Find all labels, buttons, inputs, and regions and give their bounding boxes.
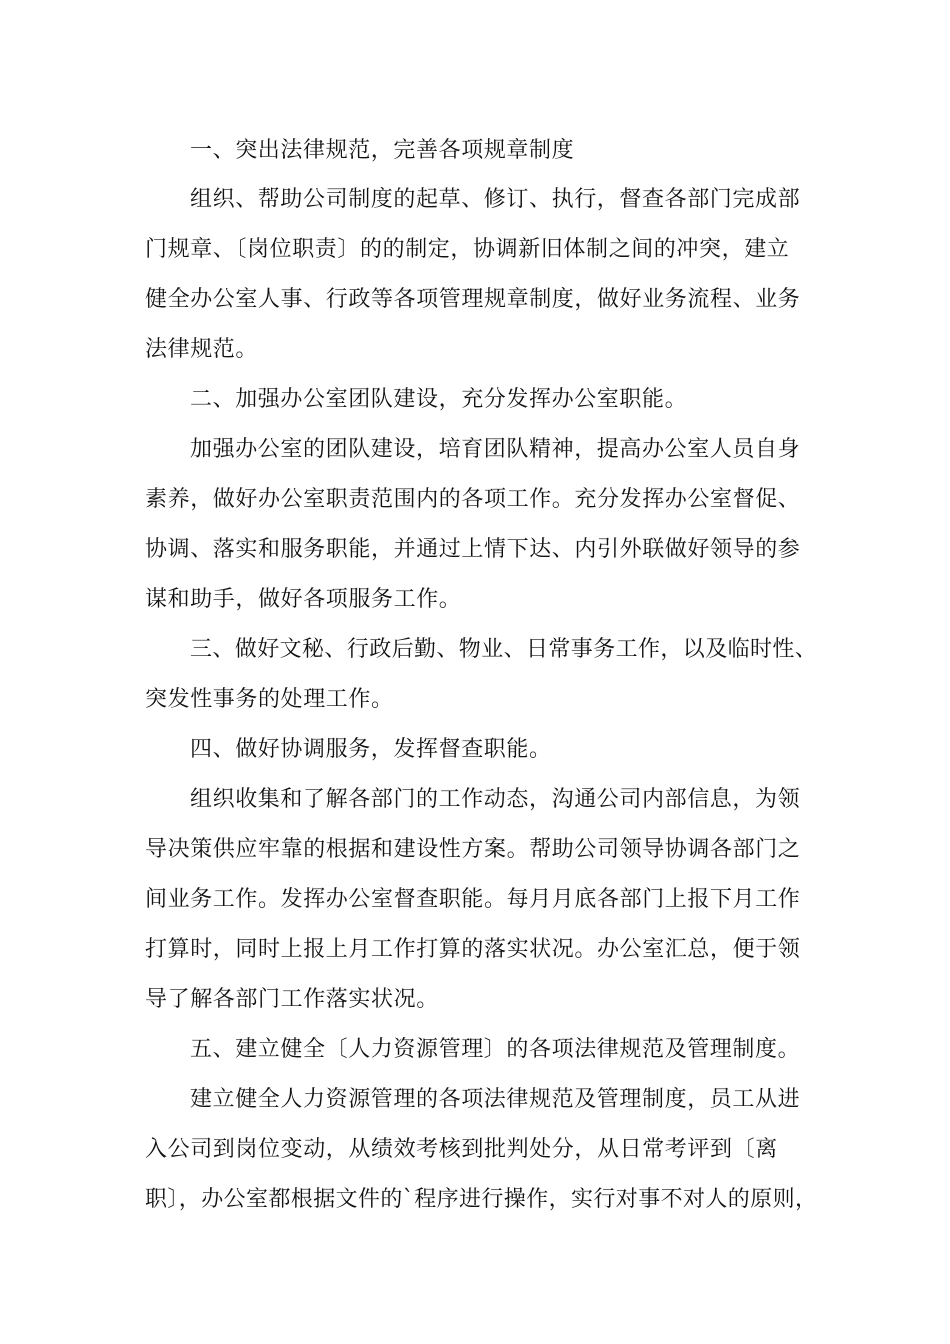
paragraph-line: 打算时，同时上报上月工作打算的落实状况。办公室汇总，便于领 bbox=[145, 937, 801, 962]
paragraph-line: 入公司到岗位变动，从绩效考核到批判处分，从日常考评到〔离 bbox=[145, 1137, 778, 1162]
paragraph-line: 间业务工作。发挥办公室督查职能。每月月底各部门上报下月工作 bbox=[145, 887, 801, 912]
paragraph-line: 导了解各部门工作落实状况。 bbox=[145, 987, 439, 1012]
paragraph-line: 素养，做好办公室职责范围内的各项工作。充分发挥办公室督促、 bbox=[145, 487, 801, 512]
paragraph-line: 加强办公室的团队建设，培育团队精神，提高办公室人员自身 bbox=[190, 437, 801, 462]
heading-2: 二、加强办公室团队建设，充分发挥办公室职能。 bbox=[190, 387, 688, 412]
paragraph-line: 职〕，办公室都根据文件的`程序进行操作，实行对事不对人的原则， bbox=[145, 1187, 818, 1212]
paragraph-line: 突发性事务的处理工作。 bbox=[145, 687, 394, 712]
paragraph-line: 协调、落实和服务职能，并通过上情下达、内引外联做好领导的参 bbox=[145, 537, 801, 562]
paragraph-line: 法律规范。 bbox=[145, 337, 259, 362]
paragraph-line: 导决策供应牢靠的根据和建设性方案。帮助公司领导协调各部门之 bbox=[145, 837, 801, 862]
paragraph-line: 门规章、〔岗位职责〕的的制定，协调新旧体制之间的冲突，建立 bbox=[145, 237, 790, 262]
paragraph-line: 组织收集和了解各部门的工作动态，沟通公司内部信息，为领 bbox=[190, 787, 801, 812]
heading-5: 五、建立健全〔人力资源管理〕的各项法律规范及管理制度。 bbox=[190, 1037, 801, 1062]
heading-1: 一、突出法律规范，完善各项规章制度 bbox=[190, 138, 575, 163]
paragraph-line: 建立健全人力资源管理的各项法律规范及管理制度，员工从进 bbox=[190, 1087, 801, 1112]
paragraph-line: 健全办公室人事、行政等各项管理规章制度，做好业务流程、业务 bbox=[145, 287, 801, 312]
paragraph-line: 谋和助手，做好各项服务工作。 bbox=[145, 587, 462, 612]
heading-3: 三、做好文秘、行政后勤、物业、日常事务工作，以及临时性、 bbox=[190, 637, 818, 662]
heading-4: 四、做好协调服务，发挥督查职能。 bbox=[190, 737, 552, 762]
paragraph-line: 组织、帮助公司制度的起草、修订、执行，督查各部门完成部 bbox=[190, 187, 801, 212]
